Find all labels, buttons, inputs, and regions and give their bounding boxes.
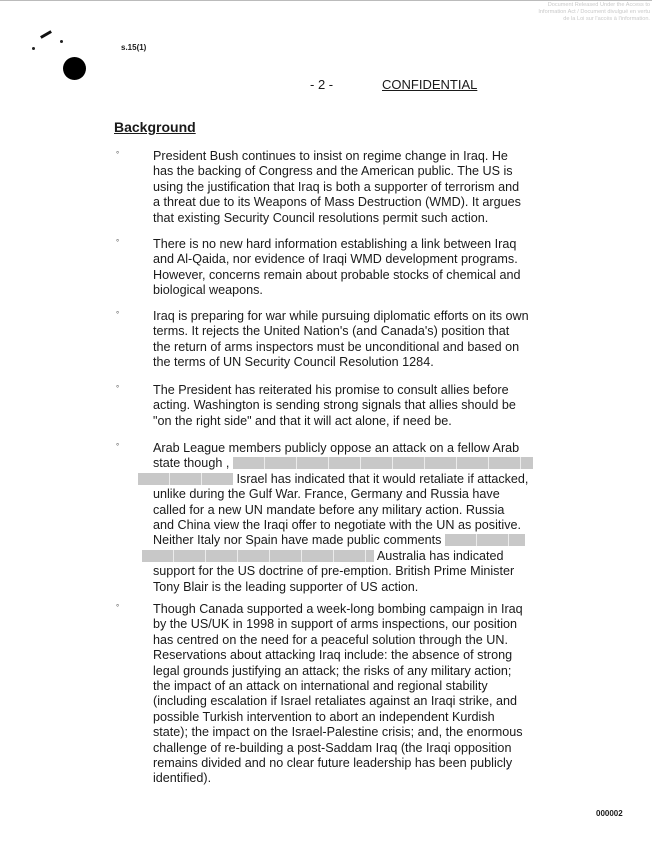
text-line: "on the right side" and that it will act alone, if need be.: [153, 413, 452, 428]
text-fragment: Neither Italy nor Spain have made public comments: [153, 533, 442, 548]
bullet-marker: °: [116, 150, 120, 159]
redacted-block: [142, 550, 374, 562]
text-line: remains divided and no clear future leadership has been publicly: [153, 755, 513, 770]
text-line: Arab League members publicly oppose an attack on a fellow Arab: [153, 441, 520, 455]
text-line: biological weapons.: [153, 283, 263, 298]
text-line-with-redaction: [142, 549, 543, 564]
text-line: has centred on the need for a peaceful solution through the UN.: [153, 632, 508, 647]
paragraph: [153, 441, 543, 595]
scan-artifact-mark: [40, 30, 52, 39]
classification-label: CONFIDENTIAL: [382, 77, 478, 92]
text-line: Reservations about attacking Iraq include: the absence of strong: [153, 648, 513, 663]
text-line: (including escalation if Israel retaliates against an Iraqi strike, and: [153, 694, 518, 709]
text-line: identified).: [153, 771, 212, 786]
stamp-line: de la Loi sur l'accès à l'information.: [563, 15, 650, 22]
text-line-with-redaction: [153, 456, 543, 471]
text-line: President Bush continues to insist on regime change in Iraq. He: [153, 149, 508, 163]
paragraph: [153, 149, 543, 226]
redacted-block: [233, 457, 533, 469]
text-line: has the backing of Congress and the American public. The US is: [153, 164, 513, 179]
text-fragment: Israel has indicated that it would retaliate if attacked,: [236, 471, 529, 486]
scan-top-edge: [0, 0, 652, 1]
section-heading: Background: [114, 119, 196, 135]
page-number: - 2 -: [310, 77, 334, 92]
text-line: There is no new hard information establishing a link between Iraq: [153, 237, 517, 251]
punch-hole: [63, 57, 86, 80]
text-line: possible Turkish intervention to abort an independent Kurdish: [153, 709, 495, 724]
bullet-marker: °: [116, 310, 120, 319]
text-line: support for the US doctrine of pre-emption. British Prime Minister: [153, 564, 515, 579]
text-line: acting. Washington is sending strong signals that allies should be: [153, 398, 516, 413]
text-line: that existing Security Council resolutions permit such action.: [153, 210, 489, 225]
stamp-line: Document Released Under the Access to: [547, 2, 650, 8]
redacted-block: [138, 473, 233, 485]
text-line: Iraq is preparing for war while pursuing diplomatic efforts on its own: [153, 309, 529, 323]
release-stamp: [522, 2, 650, 22]
text-line: the impact of an attack on international and regional stability: [153, 678, 488, 693]
paragraph: [153, 383, 543, 429]
bullet-marker: °: [116, 603, 120, 612]
text-line: the terms of UN Security Council Resolution 1284.: [153, 355, 434, 370]
paragraph: [153, 309, 543, 371]
text-line: and China view the Iraqi offer to negotiate with the UN as positive.: [153, 517, 521, 532]
text-line: and Al-Qaida, nor evidence of Iraqi WMD development programs.: [153, 252, 518, 267]
text-line-with-redaction: [153, 533, 543, 548]
paragraph: [153, 237, 543, 299]
text-line: However, concerns remain about probable stocks of chemical and: [153, 267, 521, 282]
text-line: Though Canada supported a week-long bombing campaign in Iraq: [153, 602, 523, 616]
text-line: The President has reiterated his promise to consult allies before: [153, 383, 509, 397]
document-number: 000002: [596, 809, 623, 818]
text-line: a threat due to its Weapons of Mass Destruction (WMD). It argues: [153, 195, 521, 210]
text-line: using the justification that Iraq is both a supporter of terrorism and: [153, 179, 520, 194]
text-line: by the US/UK in 1998 in support of arms inspections, our position: [153, 617, 518, 632]
scan-artifact-dot: [60, 40, 63, 43]
text-fragment: state though ,: [153, 456, 230, 471]
section-reference: s.15(1): [121, 43, 147, 52]
text-line: state); the impact on the Israel-Palestine crisis; and, the enormous: [153, 725, 523, 740]
text-line: Tony Blair is the leading supporter of US action.: [153, 579, 419, 594]
stamp-line: Information Act / Document divulgué en vertu: [538, 8, 650, 15]
text-fragment: Australia has indicated: [376, 548, 504, 563]
text-line: called for a new UN mandate before any military action. Russia: [153, 502, 505, 517]
paragraph: [153, 602, 543, 787]
bullet-marker: °: [116, 442, 120, 451]
text-line: challenge of re-building a post-Saddam Iraq (the Iraqi opposition: [153, 740, 512, 755]
text-line-with-redaction: [138, 472, 543, 487]
text-line: legal grounds justifying an attack; the risks of any military action;: [153, 663, 512, 678]
bullet-marker: °: [116, 238, 120, 247]
bullet-marker: °: [116, 384, 120, 393]
text-line: the return of arms inspectors must be unconditional and based on: [153, 339, 520, 354]
text-line: unlike during the Gulf War. France, Germany and Russia have: [153, 487, 500, 502]
text-line: terms. It rejects the United Nation's (and Canada's) position that: [153, 324, 510, 339]
scan-artifact-dot: [32, 47, 35, 50]
redacted-block: [445, 534, 525, 546]
